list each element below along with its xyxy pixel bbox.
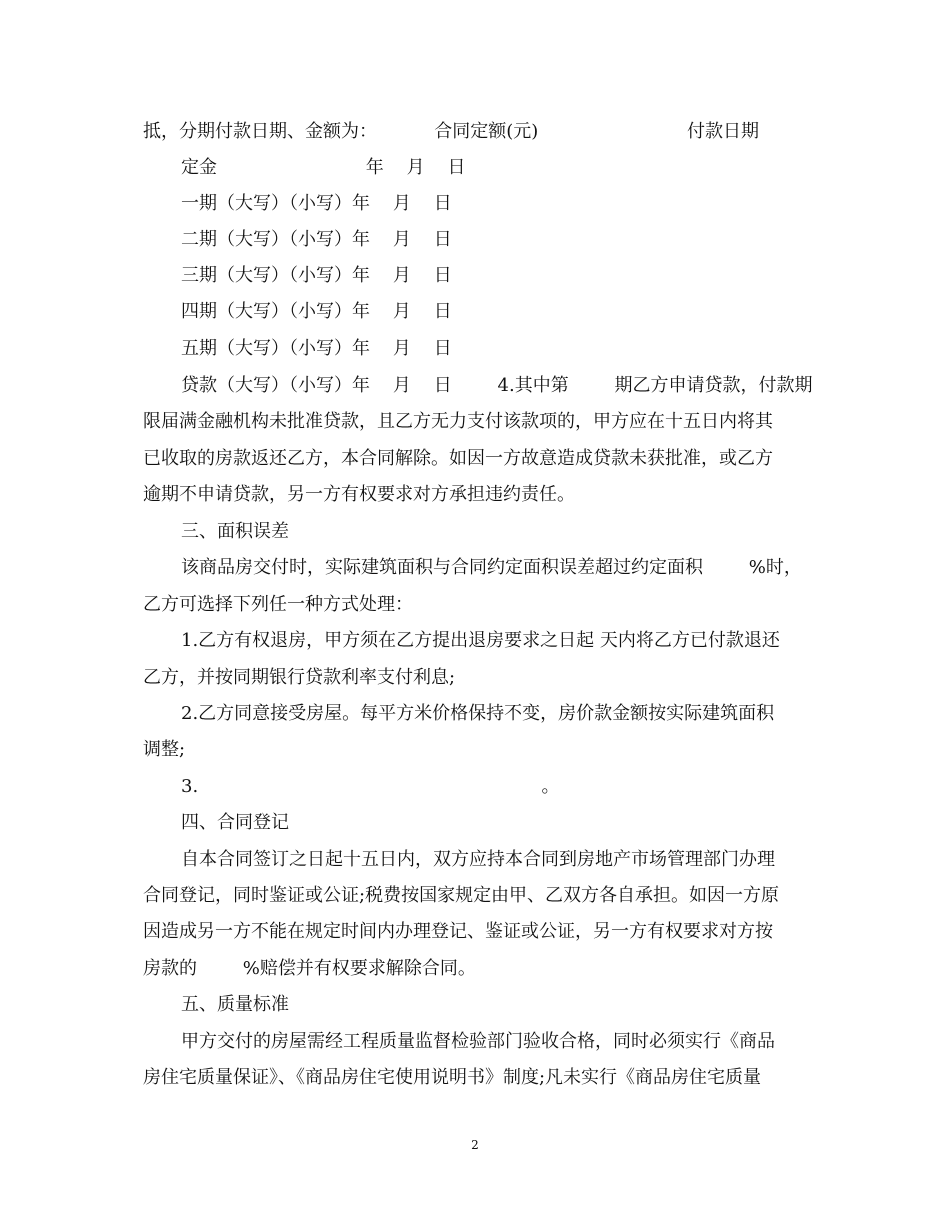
text-line: 1.乙方有权退房，甲方须在乙方提出退房要求之日起 天内将乙方已付款退还 xyxy=(181,630,780,651)
text-line: 已收取的房款返还乙方，本合同解除。如因一方故意造成贷款未获批准，或乙方 xyxy=(143,448,773,469)
text-line: 乙方，并按同期银行贷款利率支付利息; xyxy=(143,667,456,688)
text-line: 四期（大写）（小写）年 月 日 xyxy=(181,301,452,322)
text-line: 3. 。 xyxy=(181,776,560,797)
text-line: 一期（大写）（小写）年 月 日 xyxy=(181,193,452,214)
section-heading: 三、面积误差 xyxy=(181,521,289,542)
text-line: 自本合同签订之日起十五日内，双方应持本合同到房地产市场管理部门办理 xyxy=(181,849,775,870)
text-line: 该商品房交付时，实际建筑面积与合同约定面积误差超过约定面积 %时， xyxy=(181,557,802,578)
text-line: 三期（大写）（小写）年 月 日 xyxy=(181,265,452,286)
text-line: 逾期不申请贷款，另一方有权要求对方承担违约责任。 xyxy=(143,484,575,505)
section-heading: 四、合同登记 xyxy=(181,812,289,833)
text-line: 定金 年 月 日 xyxy=(181,157,466,178)
text-line: 五期（大写）（小写）年 月 日 xyxy=(181,338,452,359)
text-line: 2.乙方同意接受房屋。每平方米价格保持不变，房价款金额按实际建筑面积 xyxy=(181,703,775,724)
section-heading: 五、质量标准 xyxy=(181,994,289,1015)
text-line: 甲方交付的房屋需经工程质量监督检验部门验收合格，同时必须实行《商品 xyxy=(181,1031,775,1052)
page-number: 2 xyxy=(471,1138,479,1152)
text-line: 限届满金融机构未批准贷款，且乙方无力支付该款项的，甲方应在十五日内将其 xyxy=(143,411,773,432)
text-line: 因造成另一方不能在规定时间内办理登记、鉴证或公证，另一方有权要求对方按 xyxy=(143,921,773,942)
text-line: 乙方可选择下列任一种方式处理： xyxy=(143,594,413,615)
text-line: 调整; xyxy=(143,739,186,760)
text-line: 贷款（大写）（小写）年 月 日 4.其中第 期乙方申请贷款，付款期 xyxy=(181,375,813,396)
text-line: 房款的 %赔偿并有权要求解除合同。 xyxy=(143,958,476,979)
text-line: 抵，分期付款日期、金额为： 合同定额(元) 付款日期 xyxy=(143,121,760,142)
text-line: 二期（大写）（小写）年 月 日 xyxy=(181,229,452,250)
text-line: 房住宅质量保证》、《商品房住宅使用说明书》制度;凡未实行《商品房住宅质量 xyxy=(143,1067,762,1088)
text-line: 合同登记，同时鉴证或公证;税费按国家规定由甲、乙双方各自承担。如因一方原 xyxy=(143,885,780,906)
